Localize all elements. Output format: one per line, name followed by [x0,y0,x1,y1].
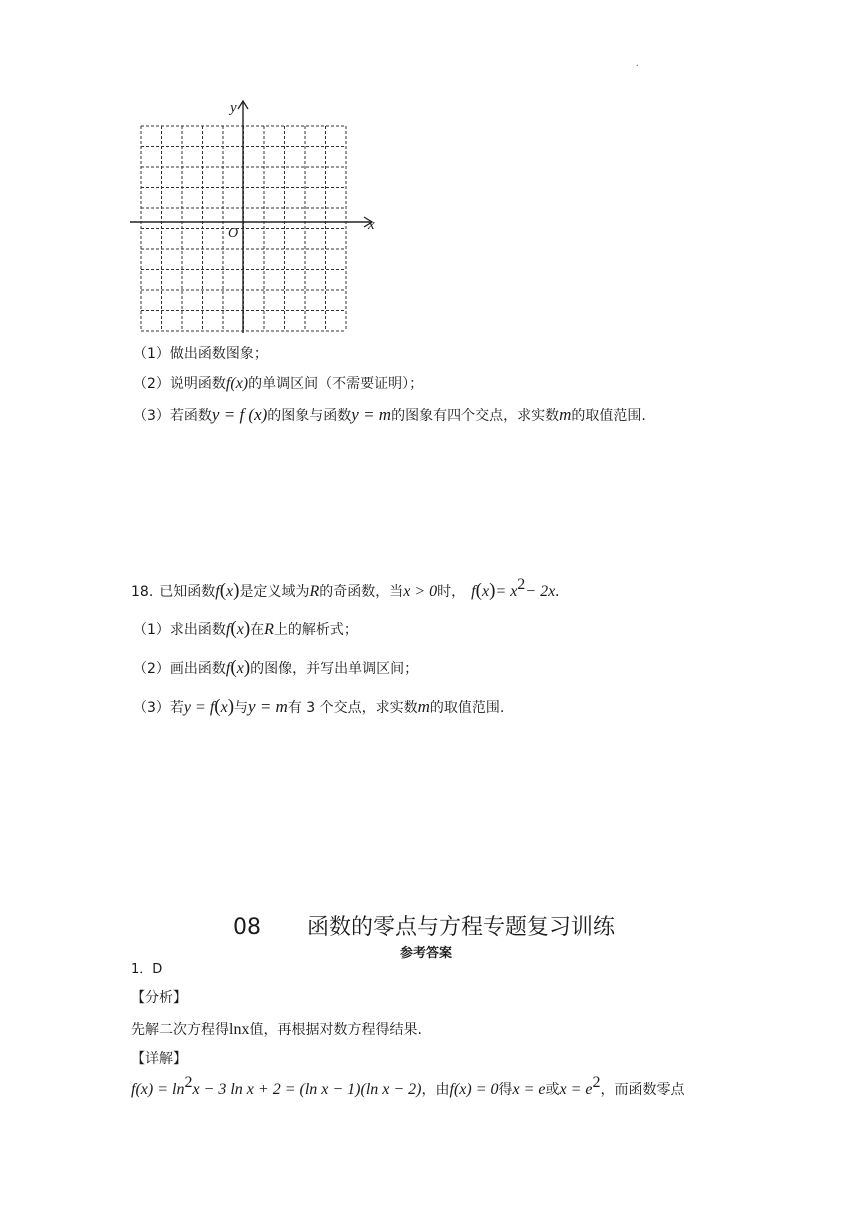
q17-part3: （3）若函数y = f (x)的图象与函数y = m的图象有四个交点，求实数m的取值范围. [133,405,646,424]
detail-text: $f(x) = \ln^2x - 3$ ln x + 2 = (ln x − 1)(ln x − 2)，由f(x) = 0得x = e或$x = e^2$，而函数零点 [131,1074,685,1098]
x-axis-label: x [368,217,375,233]
title-text: 函数的零点与方程专题复习训练 [307,915,616,940]
q17-part1: （1）做出函数图象； [133,346,268,362]
q17-part2: （2）说明函数f(x)的单调区间（不需要证明）； [133,375,424,392]
page-mark: . [636,58,639,69]
title-number: 08 [233,915,261,940]
q18-stem: 18. 已知函数f(x)是定义域为R的奇函数，当x > 0时， $f(x)= x^2- 2x$. [131,576,560,601]
q18-part1: （1）求出函数f(x)在R上的解析式； [133,618,358,639]
answer-subtitle: 参考答案 [400,946,453,961]
origin-label: O [228,226,239,241]
y-axis-label: y [230,100,237,116]
answer-section-title [233,910,615,941]
q18-part3: （3）若y = f(x)与y = m有 3 个交点，求实数m的取值范围. [133,696,505,717]
detail-tag: 【详解】 [131,1051,187,1067]
answer-1: 1．D [131,962,163,977]
coordinate-grid-figure [120,95,390,340]
analysis-text: 先解二次方程得lnx值，再根据对数方程得结果. [131,1021,422,1038]
q18-part2: （2）画出函数f(x)的图像，并写出单调区间； [133,657,419,678]
analysis-tag: 【分析】 [131,990,187,1006]
